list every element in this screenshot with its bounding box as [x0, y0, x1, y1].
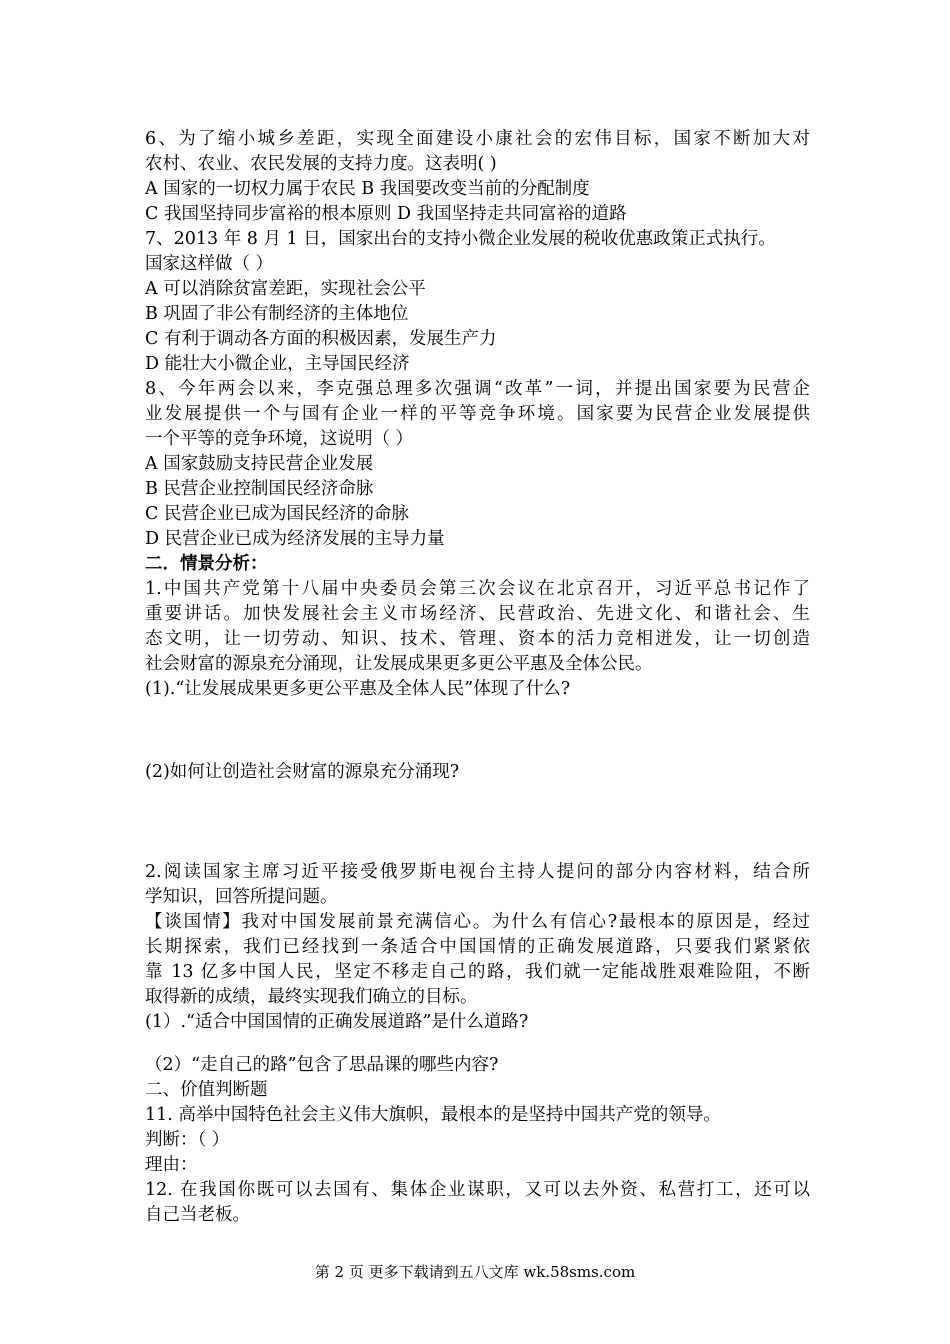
q8-option-c: C 民营企业已成为国民经济的命脉 [145, 504, 409, 524]
s2-line-6: 取得新的成绩，最终实现我们确立的目标。 [145, 987, 478, 1007]
answer-space [145, 702, 810, 760]
s2-question-1: (1）.“适合中国国情的正确发展道路”是什么道路? [145, 1012, 529, 1032]
page-content [145, 127, 810, 1228]
q11-reason: 理由： [145, 1155, 198, 1175]
s2-line-3: 【谈国情】我对中国发展前景充满信心。为什么有信心?最根本的原因是，经过 [145, 912, 810, 932]
s1-line-1: 1.中国共产党第十八届中央委员会第三次会议在北京召开，习近平总书记作了 [145, 579, 810, 599]
s1-question-1: (1).“让发展成果更多更公平惠及全体人民”体现了什么? [145, 679, 571, 699]
q7-option-b: B 巩固了非公有制经济的主体地位 [145, 304, 409, 324]
q12-line-1: 12. 在我国你既可以去国有、集体企业谋职，又可以去外资、私营打工，还可以 [145, 1180, 810, 1200]
q8-line-1: 8、今年两会以来，李克强总理多次强调“改革”一词，并提出国家要为民营企 [145, 379, 810, 399]
q7-option-c: C 有利于调动各方面的积极因素，发展生产力 [145, 329, 497, 349]
section-heading-judgement: 二、价值判断题 [145, 1080, 268, 1100]
q6-option-ab: A 国家的一切权力属于农民 B 我国要改变当前的分配制度 [145, 179, 590, 199]
s1-question-2: (2)如何让创造社会财富的源泉充分涌现? [145, 762, 460, 782]
s1-line-4: 社会财富的源泉充分涌现，让发展成果更多更公平惠及全体公民。 [145, 654, 653, 674]
q7-option-d: D 能壮大小微企业，主导国民经济 [145, 354, 410, 374]
q8-line-3: 一个平等的竞争环境，这说明（ ） [145, 429, 414, 449]
q11-judgement: 判断：（ ） [145, 1130, 230, 1150]
q6-line-1: 6、为了缩小城乡差距，实现全面建设小康社会的宏伟目标，国家不断加大对 [145, 129, 810, 149]
q6-line-2: 农村、农业、农民发展的支持力度。这表明( ) [145, 154, 497, 174]
s2-line-5: 靠 13 亿多中国人民，坚定不移走自己的路，我们就一定能战胜艰难险阻，不断 [145, 962, 810, 982]
q8-line-2: 业发展提供一个与国有企业一样的平等竞争环境。国家要为民营企业发展提供 [145, 404, 810, 424]
q6-option-cd: C 我国坚持同步富裕的根本原则 D 我国坚持走共同富裕的道路 [145, 204, 627, 224]
s1-line-3: 态文明，让一切劳动、知识、技术、管理、资本的活力竞相迸发，让一切创造 [145, 629, 810, 649]
q7-line-1: 7、2013 年 8 月 1 日，国家出台的支持小微企业发展的税收优惠政策正式执行。 [145, 229, 776, 249]
q8-option-d: D 民营企业已成为经济发展的主导力量 [145, 529, 445, 549]
s2-question-2: （2）“走自己的路”包含了思品课的哪些内容? [145, 1055, 499, 1075]
q8-option-b: B 民营企业控制国民经济命脉 [145, 479, 374, 499]
s2-line-1: 2.阅读国家主席习近平接受俄罗斯电视台主持人提问的部分内容材料，结合所 [145, 862, 810, 882]
q11-statement: 11. 高举中国特色社会主义伟大旗帜，最根本的是坚持中国共产党的领导。 [145, 1105, 721, 1125]
page-footer: 第 2 页 更多下载请到五八文库 wk.58sms.com [314, 1263, 636, 1281]
q7-option-a: A 可以消除贫富差距，实现社会公平 [145, 279, 426, 299]
s2-line-2: 学知识，回答所提问题。 [145, 887, 338, 907]
s1-line-2: 重要讲话。加快发展社会主义市场经济、民营政治、先进文化、和谐社会、生 [145, 604, 810, 624]
answer-space [145, 785, 810, 860]
q12-line-2: 自己当老板。 [145, 1205, 250, 1225]
section-heading-scenario: 二．情景分析： [145, 554, 268, 574]
answer-space [145, 1035, 810, 1053]
q8-option-a: A 国家鼓励支持民营企业发展 [145, 454, 374, 474]
q7-line-2: 国家这样做（ ） [145, 254, 274, 274]
s2-line-4: 长期探索，我们已经找到一条适合中国国情的正确发展道路，只要我们紧紧依 [145, 937, 810, 957]
